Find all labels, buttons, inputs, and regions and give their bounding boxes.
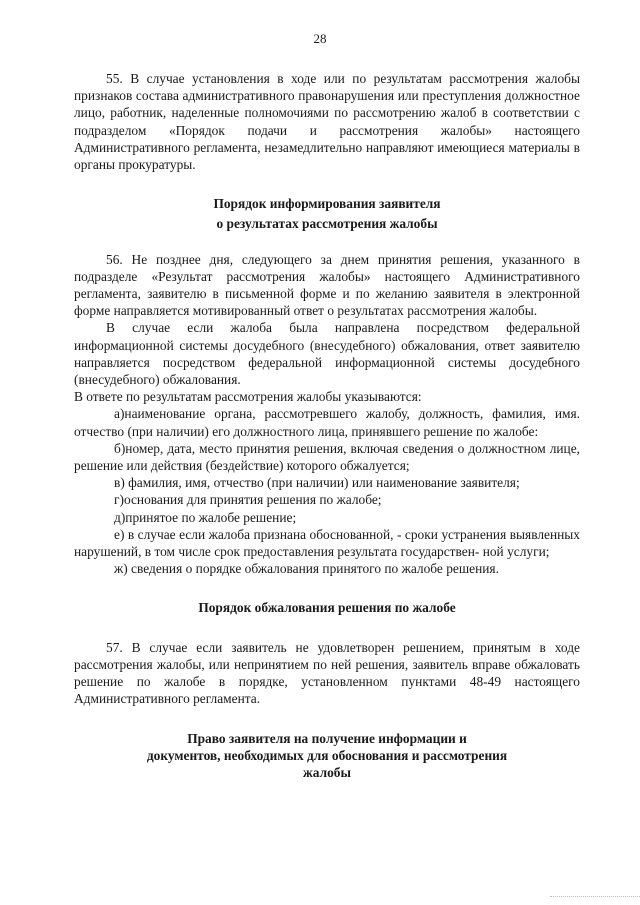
paragraph-55: 55. В случае установления в ходе или по результатам рассмотрения жалобы признаков состава административного правонарушения или преступления должностное лицо, работник, наделенные полномочиями по рассмотрению жалоб в соответствии с подразделом «Порядок подачи и рассмотрения жалобы» настоящего Административного регламента, незамедлительно направляют имеющиеся материалы в органы прокуратуры. <box>74 71 580 173</box>
list-item-d: д)принятое по жалобе решение; <box>114 509 297 525</box>
list-item-b: б)номер, дата, место принятия решения, включая сведения о должностном лице, решение или действия (бездействие) которого обжалуется; <box>74 440 580 474</box>
list-item-v: в) фамилия, имя, отчество (при наличии) или наименование заявителя; <box>114 475 520 491</box>
paragraph-56-federal-system: В случае если жалоба была направлена посредством федеральной информационной системы досудебного (внесудебного) обжалования, ответ заявителю направляется посредством федеральной информационной системы досудебного (внесудебного) обжалования. <box>74 320 580 388</box>
page-number: 28 <box>313 31 327 46</box>
paragraph-56: 56. Не позднее дня, следующего за днем принятия решения, указанного в подразделе «Результат рассмотрения жалобы» настоящего Административного регламента, заявителю в письменной форме и по желанию заявителя в электронной форме направляется мотивированный ответ о результатах рассмотрения жалобы. <box>74 251 580 319</box>
list-item-e: е) в случае если жалоба признана обоснованной, - сроки устранения выявленных нарушений, в том числе срок предоставления результата государствен- ной услуги; <box>74 526 580 560</box>
list-item-g: г)основания для принятия решения по жалобе; <box>114 492 382 508</box>
section-heading-informing-line1: Порядок информирования заявителя <box>213 196 441 212</box>
list-intro: В ответе по результатам рассмотрения жалобы указываются: <box>74 389 422 405</box>
scan-edge-mark <box>550 896 640 897</box>
section-heading-right-line2: документов, необходимых для обоснования и рассмотрения <box>146 747 508 763</box>
section-heading-right-line1: Право заявителя на получение информации и <box>187 730 467 746</box>
page-content <box>74 70 580 781</box>
paragraph-57: 57. В случае если заявитель не удовлетворен решением, принятым в ходе рассмотрения жалобы, или непринятием по ней решения, заявитель вправе обжаловать решение по жалобе в порядке, установленном пунктами 48-49 настоящего Административного регламента. <box>74 639 580 707</box>
list-item-zh: ж) сведения о порядке обжалования принятого по жалобе решения. <box>114 561 499 577</box>
section-heading-informing-line2: о результатах рассмотрения жалобы <box>216 216 438 232</box>
list-item-a: а)наименование органа, рассмотревшего жалобу, должность, фамилия, имя. отчество (при наличии) его должностного лица, принявшего решение по жалобе: <box>74 406 580 439</box>
section-heading-appeal: Порядок обжалования решения по жалобе <box>198 600 456 616</box>
section-heading-right-line3: жалобы <box>303 764 351 780</box>
